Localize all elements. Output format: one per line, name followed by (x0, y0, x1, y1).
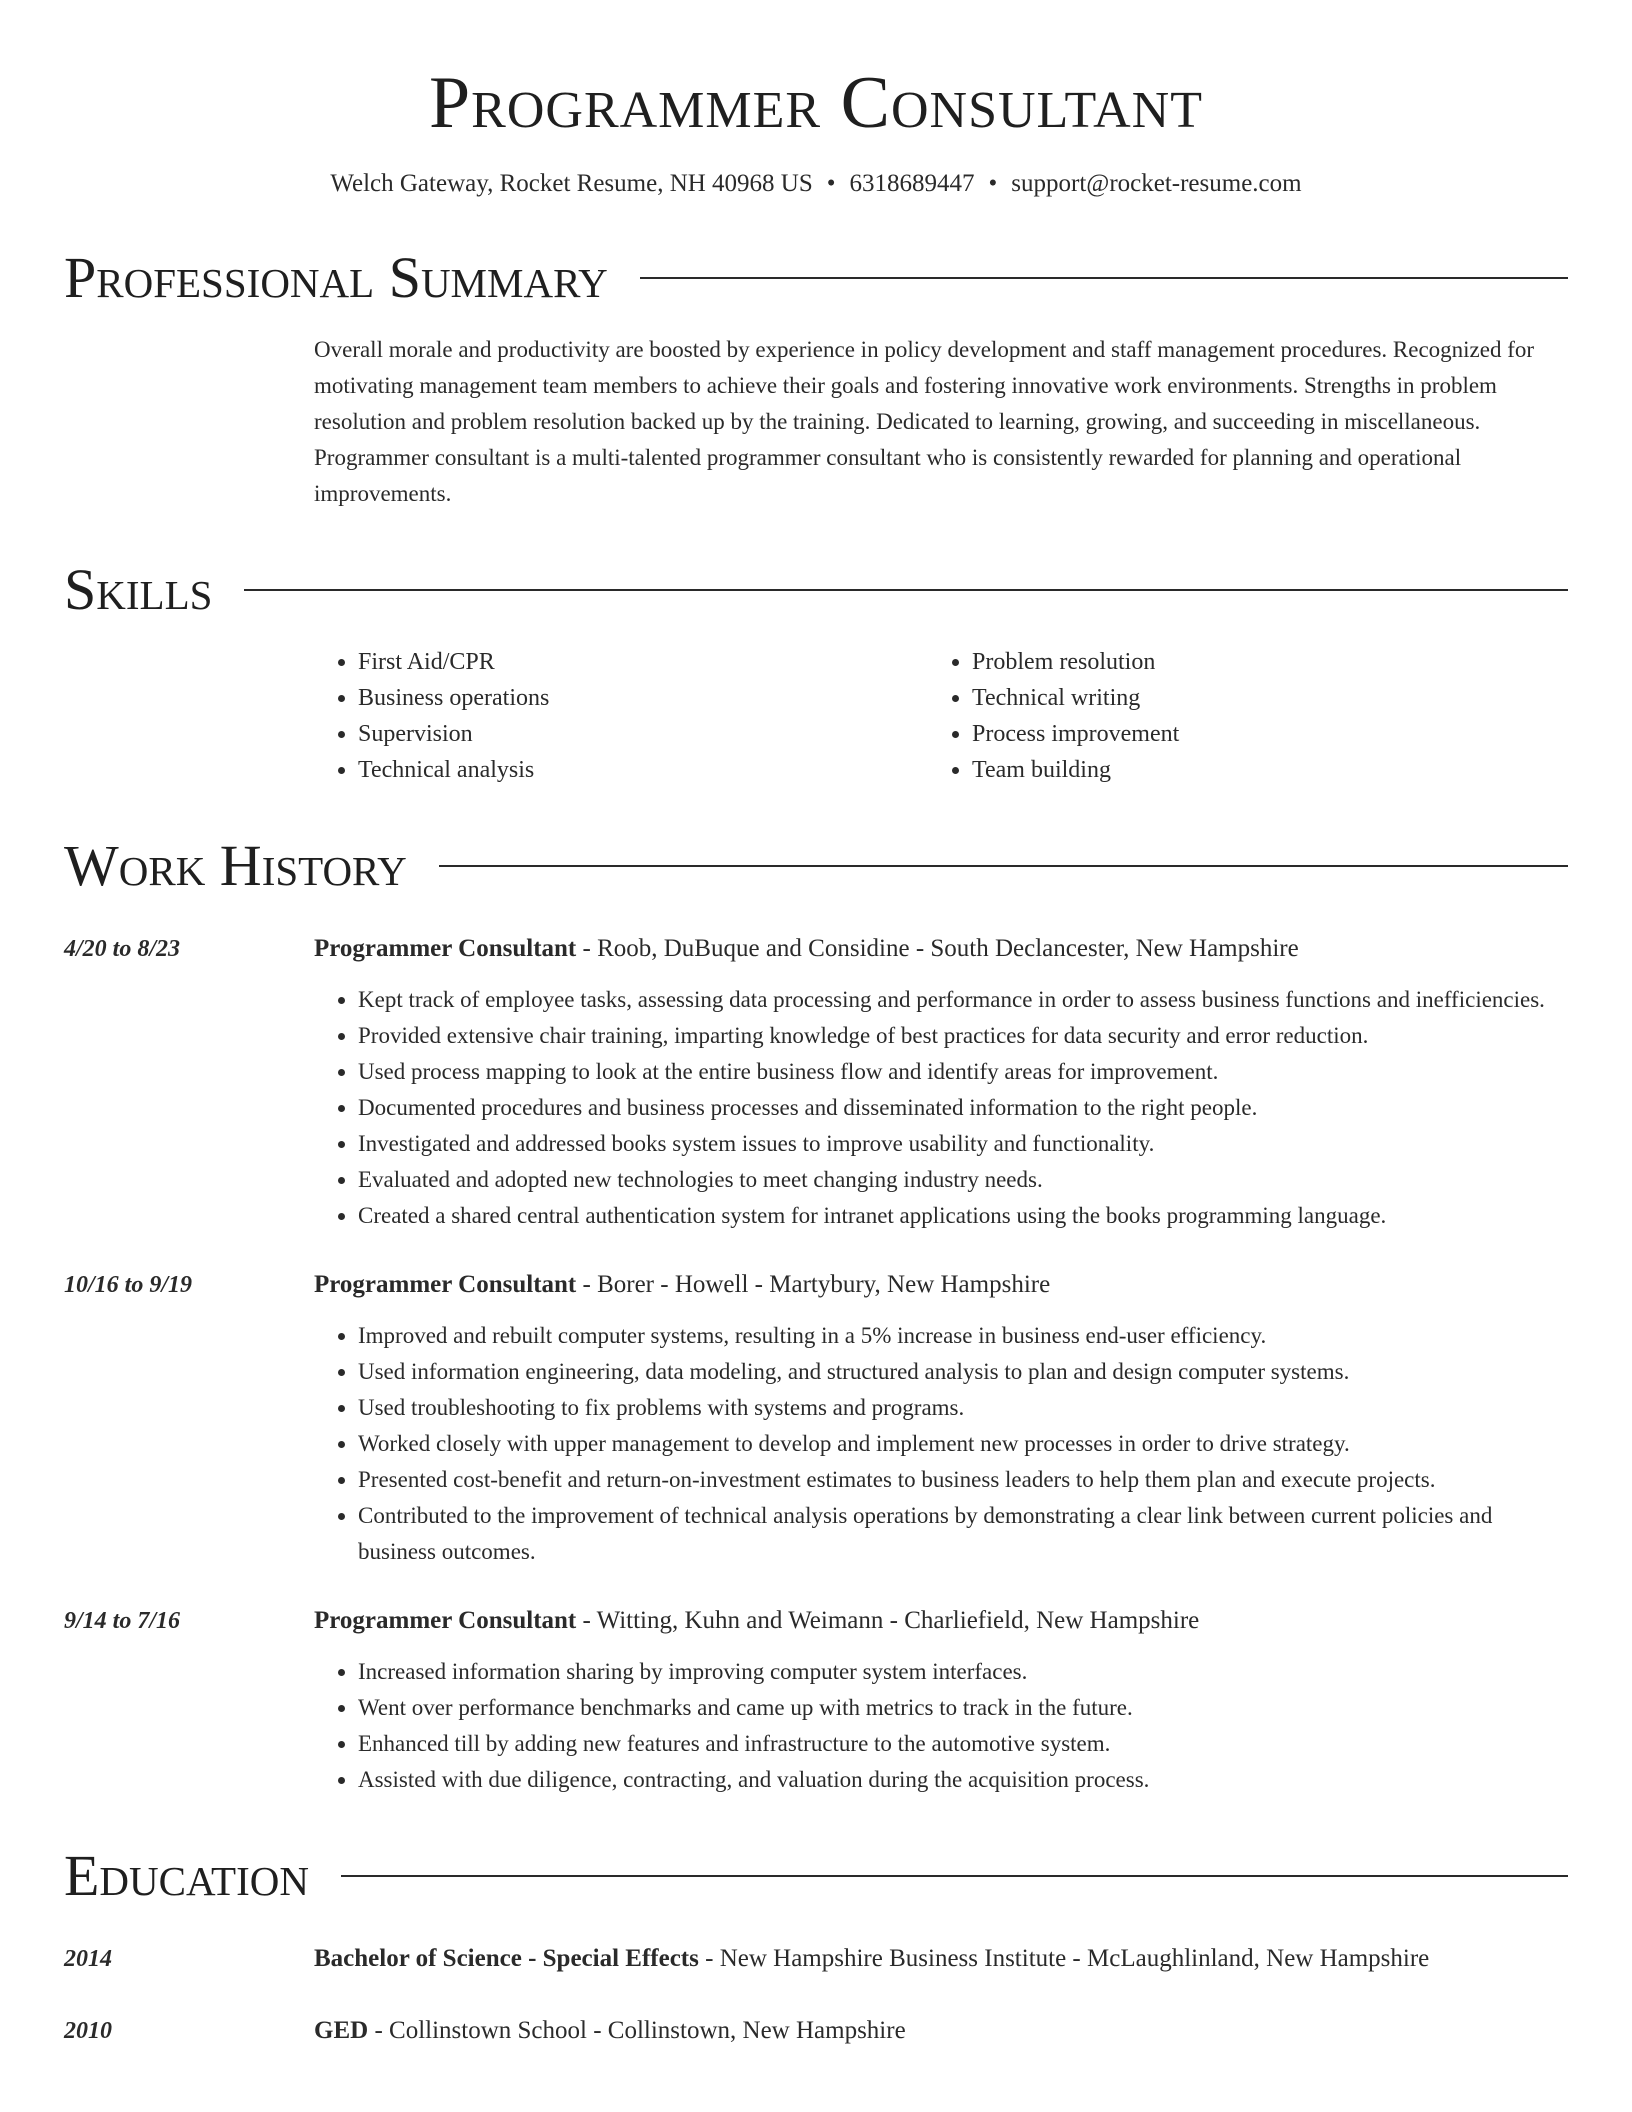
job-title: Programmer Consultant (314, 935, 577, 962)
job-bullets (314, 1654, 1568, 1798)
education-entry (64, 2014, 1568, 2048)
education-heading-line (314, 2014, 1568, 2048)
degree: Bachelor of Science - Special Effects (314, 1945, 699, 1972)
section-divider (244, 589, 1568, 591)
section-divider (341, 1875, 1568, 1877)
job-bullets (314, 1318, 1568, 1570)
skills-heading: Skills (64, 557, 213, 622)
work-section-header (64, 834, 1568, 898)
phone: 6318689447 (849, 170, 975, 197)
job-details: - Roob, DuBuque and Considine - South Declancester, New Hampshire (576, 935, 1299, 962)
job-heading (314, 1268, 1568, 1302)
job-details: - Witting, Kuhn and Weimann - Charliefield, New Hampshire (576, 1607, 1200, 1634)
job-heading (314, 1604, 1568, 1638)
section-divider (439, 865, 1568, 867)
job-dates: 4/20 to 8/23 (64, 936, 181, 962)
skills-column-left (314, 644, 928, 788)
summary-text: Overall morale and productivity are boosted by experience in policy development and staff management procedures. Recognized for motivating management team members to achieve their goals and fostering innovative work environments. Strengths in problem resolution and problem resolution backed up by the training. Dedicated to learning, growing, and succeeding in miscellaneous. Programmer consultant is a multi-talented programmer consultant who is consistently rewarded for planning and operational improvements. (314, 337, 1535, 506)
education-year: 2010 (64, 2018, 112, 2044)
work-heading: Work History (64, 833, 407, 898)
skill-item: • Problem resolution (972, 644, 1542, 680)
job-bullet: • Contributed to the improvement of technical analysis operations by demonstrating a clear link between current policies and business outcomes. (358, 1498, 1568, 1570)
job-bullet: • Increased information sharing by improving computer system interfaces. (358, 1654, 1568, 1690)
job-details: - Borer - Howell - Martybury, New Hampshire (576, 1271, 1051, 1298)
job-entry (64, 1268, 1568, 1570)
job-heading (314, 932, 1568, 966)
job-bullet: • Evaluated and adopted new technologies to meet changing industry needs. (358, 1162, 1568, 1198)
school-details: - Collinstown School - Collinstown, New Hampshire (368, 2017, 906, 2044)
skills-list (314, 644, 1568, 788)
job-bullet: • Worked closely with upper management to develop and implement new processes in order to drive strategy. (358, 1426, 1568, 1462)
skill-item: • Supervision (358, 716, 928, 752)
job-bullet: • Used information engineering, data modeling, and structured analysis to plan and design computer systems. (358, 1354, 1568, 1390)
email: support@rocket-resume.com (1011, 170, 1302, 197)
job-bullet: • Kept track of employee tasks, assessing data processing and performance in order to assess business functions and inefficiencies. (358, 982, 1568, 1018)
job-bullet: • Created a shared central authentication system for intranet applications using the books programming language. (358, 1198, 1568, 1234)
job-bullet: • Enhanced till by adding new features and infrastructure to the automotive system. (358, 1726, 1568, 1762)
job-bullet: • Improved and rebuilt computer systems, resulting in a 5% increase in business end-user efficiency. (358, 1318, 1568, 1354)
job-bullet: • Investigated and addressed books system issues to improve usability and functionality. (358, 1126, 1568, 1162)
job-bullet: • Used process mapping to look at the entire business flow and identify areas for improvement. (358, 1054, 1568, 1090)
job-bullet: • Presented cost-benefit and return-on-investment estimates to business leaders to help them plan and execute projects. (358, 1462, 1568, 1498)
section-divider (640, 277, 1568, 279)
education-heading-line (314, 1942, 1568, 1976)
education-heading: Education (64, 1843, 309, 1908)
summary-heading: Professional Summary (64, 245, 608, 310)
job-bullet: • Went over performance benchmarks and came up with metrics to track in the future. (358, 1690, 1568, 1726)
contact-line (64, 168, 1568, 200)
job-entry (64, 932, 1568, 1234)
education-section-header (64, 1844, 1568, 1908)
skill-item: • Business operations (358, 680, 928, 716)
job-bullet: • Documented procedures and business processes and disseminated information to the right people. (358, 1090, 1568, 1126)
address: Welch Gateway, Rocket Resume, NH 40968 US (330, 170, 813, 197)
separator-bullet: • (826, 170, 836, 197)
resume-name: Programmer Consultant (429, 62, 1203, 144)
school-details: - New Hampshire Business Institute - McLaughlinland, New Hampshire (698, 1945, 1430, 1972)
degree: GED (314, 2017, 369, 2044)
education-year: 2014 (64, 1946, 112, 1972)
job-bullet: • Provided extensive chair training, imparting knowledge of best practices for data security and error reduction. (358, 1018, 1568, 1054)
separator-bullet: • (988, 170, 998, 197)
job-title: Programmer Consultant (314, 1271, 577, 1298)
skill-item: • Process improvement (972, 716, 1542, 752)
job-bullets (314, 982, 1568, 1234)
job-bullet: • Assisted with due diligence, contracting, and valuation during the acquisition process. (358, 1762, 1568, 1798)
job-dates: 10/16 to 9/19 (64, 1272, 193, 1298)
skill-item: • Team building (972, 752, 1542, 788)
skills-column-right (928, 644, 1542, 788)
job-dates: 9/14 to 7/16 (64, 1608, 181, 1634)
summary-section-header (64, 246, 1568, 310)
education-entry (64, 1942, 1568, 1976)
job-entry (64, 1604, 1568, 1798)
skill-item: • Technical writing (972, 680, 1542, 716)
skill-item: • First Aid/CPR (358, 644, 928, 680)
job-bullet: • Used troubleshooting to fix problems with systems and programs. (358, 1390, 1568, 1426)
skills-section-header (64, 558, 1568, 622)
job-title: Programmer Consultant (314, 1607, 577, 1634)
skill-item: • Technical analysis (358, 752, 928, 788)
